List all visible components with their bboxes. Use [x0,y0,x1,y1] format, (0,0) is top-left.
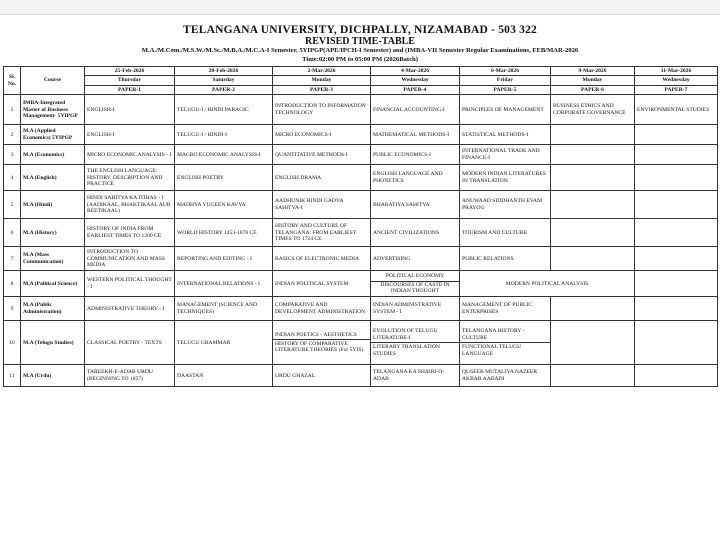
subject-cell: ENGLISH-I [85,125,175,145]
sl-cell: 5 [4,191,21,219]
course-cell: M.A (Public Administration) [21,297,85,321]
date-cell: 11-Mar-2026 [635,67,718,76]
paper-row [4,85,718,94]
timetable [3,66,718,387]
subject-cell: HINDI SAHITYA KA ITIHAS - I (AADIKAAL, BHAKTIKAAL AUR REETIKAAL) [85,191,175,219]
subject-cell: INTERNATIONAL RELATIONS - I [175,271,273,297]
subject-cell: ENVIRONMENTAL STUDIES [635,95,718,125]
subject-cell [635,145,718,165]
subject-cell: INTRODUCTION TO INFORMATION TECHNOLOGY [273,95,371,125]
subject-cell: MANAGEMENT OF PUBLIC ENTERPRISES [460,297,551,321]
subject-cell: MICRO ECONOMIC ANALYSIS - I [85,145,175,165]
sl-header: Sl. No. [4,67,21,95]
exam-subtitle: M.A./M.Com./M.S.W./M.Sc./M.B.A./M.C.A-I Semester, 5YIPGP(APE/IPCH-I Semester) and (IMBA-VII Semester Regular Examinations, FEB/MAR-2026 [141,47,579,54]
date-cell: 4-Mar-2026 [371,67,460,76]
subject-cell [551,247,635,271]
paper-cell: PAPER-5 [460,85,551,94]
subject-cell: BHARATIYA SAHITYA [371,191,460,219]
table-row [4,321,718,365]
course-cell: M.A (History) [21,219,85,247]
paper-cell: PAPER-3 [273,85,371,94]
subject-cell: CLASSICAL POETRY - TEXTS [85,321,175,365]
subject-cell: FINANCIAL ACCOUNTING-I [371,95,460,125]
course-cell: IMBA-Integrated Master of Business Management- 5YIPGP [21,95,85,125]
course-cell: M.A (Mass Communication) [21,247,85,271]
course-cell: M.A (Applied Economics) 5YIPGP [21,125,85,145]
table-row [4,297,718,321]
subject-cell [635,271,718,297]
subject-cell: COMPARATIVE AND DEVELOPMENT ADMINISTRATION [273,297,371,321]
course-cell: M.A (Political Science) [21,271,85,297]
paper-cell: PAPER-1 [85,85,175,94]
date-cell: 2-Mar-2026 [273,67,371,76]
split-subject-cell [371,321,460,365]
subject-cell: WESTERN POLITICAL THOUGHT - I [85,271,175,297]
sl-cell: 11 [4,365,21,387]
course-cell: M.A (Hindi) [21,191,85,219]
subject-option: EVOLUTION OF TELUGU LITERATURE-I [371,327,459,343]
top-bar [0,0,720,15]
subject-cell: TELUGU-I / HINDI PARAGIC [175,95,273,125]
subject-cell [635,165,718,191]
subject-cell [635,321,718,365]
sl-cell: 3 [4,145,21,165]
subject-cell: HISTORY AND CULTURE OF TELANGANA: FROM EARLIEST TIMES TO 1724 CE [273,219,371,247]
subject-option: INDIAN POETICS - AESTHETICS [273,331,370,340]
subject-cell: TELUGU GRAMMAR [175,321,273,365]
subject-cell: MADHYA YUGEEN KAVYA [175,191,273,219]
subject-cell [551,297,635,321]
table-row [4,95,718,125]
subject-cell: ENGLISH LANGUAGE AND PHONETICS [371,165,460,191]
date-cell: 9-Mar-2026 [551,67,635,76]
subject-cell: ENGLISH POETRY [175,165,273,191]
table-row [4,165,718,191]
subject-cell: ANCIENT CIVILIZATIONS [371,219,460,247]
paper-cell: PAPER-6 [551,85,635,94]
subject-option: HISTORY OF COMPARATIVE LITERATURE THEORIES (For 5YIS) [275,341,364,354]
subject-cell [551,165,635,191]
sl-cell: 1 [4,95,21,125]
subject-cell [551,321,635,365]
sl-cell: 8 [4,271,21,297]
table-row [4,271,718,297]
subject-cell [635,297,718,321]
table-row [4,191,718,219]
subject-cell: THE ENGLISH LANGUAGE: HISTORY, DESCRIPTION AND PRACTICE [85,165,175,191]
sl-cell: 4 [4,165,21,191]
subject-cell: TAREEKH-E-ADAB URDU (BEGINNING TO 1857) [85,365,175,387]
paper-cell: PAPER-2 [175,85,273,94]
subject-option: DISCOURSES OF CASTE IN INDIAN THOUGHT [380,281,450,294]
subject-cell: TOURISM AND CULTURE [460,219,551,247]
subject-cell: PUBLIC RELATIONS [460,247,551,271]
paper-cell: PAPER-4 [371,85,460,94]
subject-option: FUNCTIONAL TELUGU LANGUAGE [462,344,522,357]
subject-cell [635,191,718,219]
subject-cell: TELANGANA KA SHAIRI-O-ADAB [371,365,460,387]
subject-cell: WORLD HISTORY 1453-1870 CE [175,219,273,247]
subject-cell [635,219,718,247]
course-cell: M.A (Telugu Studies) [21,321,85,365]
sl-cell: 7 [4,247,21,271]
subject-cell: TELUGU-I / HINDI-I [175,125,273,145]
subject-cell: PRINCIPLES OF MANAGEMENT [460,95,551,125]
subject-cell [635,247,718,271]
subject-cell [635,125,718,145]
subject-cell: MANAGEMENT (SCIENCE AND TECHNIQUES) [175,297,273,321]
table-row [4,145,718,165]
day-cell: Friday [460,76,551,85]
table-row [4,247,718,271]
subject-option: LITERARY TRANSLATION STUDIES [373,344,440,357]
subject-cell [551,219,635,247]
course-header: Course [21,67,85,95]
subject-cell: AADHUNIK HINDI GADYA SAHITYA-I [273,191,371,219]
subject-cell: MATHEMATICAL METHODS-I [371,125,460,145]
subject-cell [551,191,635,219]
split-subject-cell [460,321,551,365]
subject-cell [551,365,635,387]
subject-cell: INDIAN ADMINISTRATIVE SYSTEM - I [371,297,460,321]
course-cell: M.A (Urdu) [21,365,85,387]
table-row [4,125,718,145]
subject-cell: MACRO ECONOMIC ANALYSIS-I [175,145,273,165]
sl-cell: 6 [4,219,21,247]
subject-cell: URDU GHAZAL [273,365,371,387]
subject-cell: HISTORY OF INDIA FROM EARLIEST TIMES TO 1200 CE [85,219,175,247]
subject-cell: MODERN INDIAN LITERATURES IN TRANSLATION [460,165,551,191]
subject-cell: MICRO ECONOMICS-I [273,125,371,145]
subject-cell: ENGLISH DRAMA [273,165,371,191]
subject-cell: INTRODUCTION TO COMMUNICATION AND MASS MEDIA [85,247,175,271]
subject-cell: QUANTITATIVE METHODS-I [273,145,371,165]
subject-cell: INDIAN POLITICAL SYSTEM [273,271,371,297]
split-subject-cell [371,271,460,297]
day-cell: Saturday [175,76,273,85]
subject-cell: ADMINISTRATIVE THEORY - I [85,297,175,321]
subject-option: TELANGANA HISTORY - CULTURE [460,327,550,343]
course-cell: M.A (Economics) [21,145,85,165]
subject-cell: ANUWAAD SIDDHANTH EVAM PRAYOG [460,191,551,219]
subject-cell: BASICS OF ELECTRONIC MEDIA [273,247,371,271]
sl-cell: 10 [4,321,21,365]
subject-cell: ADVERTISING [371,247,460,271]
subject-cell: MODERN POLITICAL ANALYSIS [460,271,635,297]
subject-cell: STATISTICAL METHODS-I [460,125,551,145]
subject-cell: PUBLIC ECONOMICS-I [371,145,460,165]
subject-cell: DAASTAN [175,365,273,387]
subject-cell: REPORTING AND EDITING - I [175,247,273,271]
sl-cell: 2 [4,125,21,145]
university-name: TELANGANA UNIVERSITY, DICHPALLY, NIZAMABAD - 503 322 [183,24,537,36]
paper-cell: PAPER-7 [635,85,718,94]
day-cell: Monday [273,76,371,85]
subject-cell: BUSINESS ETHICS AND CORPORATE GOVERNANCE [551,95,635,125]
date-row [4,67,718,76]
subject-cell [551,125,635,145]
subject-cell [635,365,718,387]
split-subject-cell [273,321,371,365]
subject-cell [551,145,635,165]
subject-cell: INTERNATIONAL TRADE AND FINANCE-I [460,145,551,165]
day-cell: Monday [551,76,635,85]
table-row [4,219,718,247]
subject-cell: QUSEEB MUTALIYA NAZEER AKBAR AABADI [460,365,551,387]
date-cell: 6-Mar-2026 [460,67,551,76]
exam-time: Time:02:00 PM to 05:00 PM (2026Batch) [302,56,418,63]
day-cell: Thursday [85,76,175,85]
document-title: REVISED TIME-TABLE [305,36,415,47]
table-row [4,365,718,387]
date-cell: 25-Feb-2026 [85,67,175,76]
day-row [4,76,718,85]
sl-cell: 9 [4,297,21,321]
course-cell: M.A (English) [21,165,85,191]
subject-option: POLITICAL ECONOMY [371,273,459,281]
day-cell: Wednesday [635,76,718,85]
subject-cell: ENGLISH-I [85,95,175,125]
day-cell: Wednesday [371,76,460,85]
date-cell: 28-Feb-2026 [175,67,273,76]
